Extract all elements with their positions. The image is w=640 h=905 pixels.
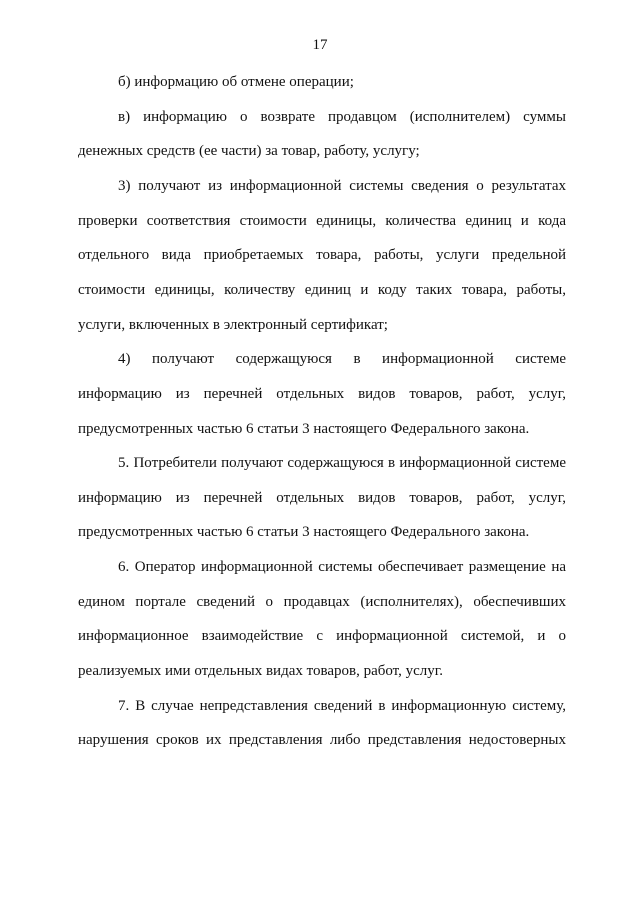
text-line: б) информацию об отмене операции; bbox=[118, 74, 354, 90]
text-line: стоимости единицы, количеству единиц и коду таких товара, работы, bbox=[78, 282, 566, 298]
text-line: предусмотренных частью 6 статьи 3 настоящего Федерального закона. bbox=[78, 421, 530, 437]
text-line: информацию из перечней отдельных видов товаров, работ, услуг, bbox=[78, 490, 566, 506]
text-line: 6. Оператор информационной системы обеспечивает размещение на bbox=[118, 559, 566, 575]
text-line: отдельного вида приобретаемых товара, работы, услуги предельной bbox=[78, 247, 566, 263]
text-line: информацию из перечней отдельных видов товаров, работ, услуг, bbox=[78, 386, 566, 402]
text-line: предусмотренных частью 6 статьи 3 настоящего Федерального закона. bbox=[78, 524, 530, 540]
text-line: информационное взаимодействие с информационной системой, и о bbox=[78, 628, 566, 644]
text-line: едином портале сведений о продавцах (исполнителях), обеспечивших bbox=[78, 594, 566, 610]
text-line: услуги, включенных в электронный сертификат; bbox=[78, 317, 388, 333]
text-line: проверки соответствия стоимости единицы, количества единиц и кода bbox=[78, 213, 566, 229]
text-line: 3) получают из информационной системы сведения о результатах bbox=[118, 178, 566, 194]
text-line: 4) получают содержащуюся в информационной системе bbox=[118, 351, 566, 367]
text-line: в) информацию о возврате продавцом (исполнителем) суммы bbox=[118, 109, 566, 125]
text-line: 7. В случае непредставления сведений в информационную систему, bbox=[118, 698, 566, 714]
text-line: 5. Потребители получают содержащуюся в информационной системе bbox=[118, 455, 566, 471]
text-line: нарушения сроков их представления либо представления недостоверных bbox=[78, 732, 566, 748]
text-line: денежных средств (ее части) за товар, работу, услугу; bbox=[78, 143, 420, 159]
text-line: реализуемых ими отдельных видах товаров, работ, услуг. bbox=[78, 663, 443, 679]
page-number: 17 bbox=[312, 37, 328, 53]
